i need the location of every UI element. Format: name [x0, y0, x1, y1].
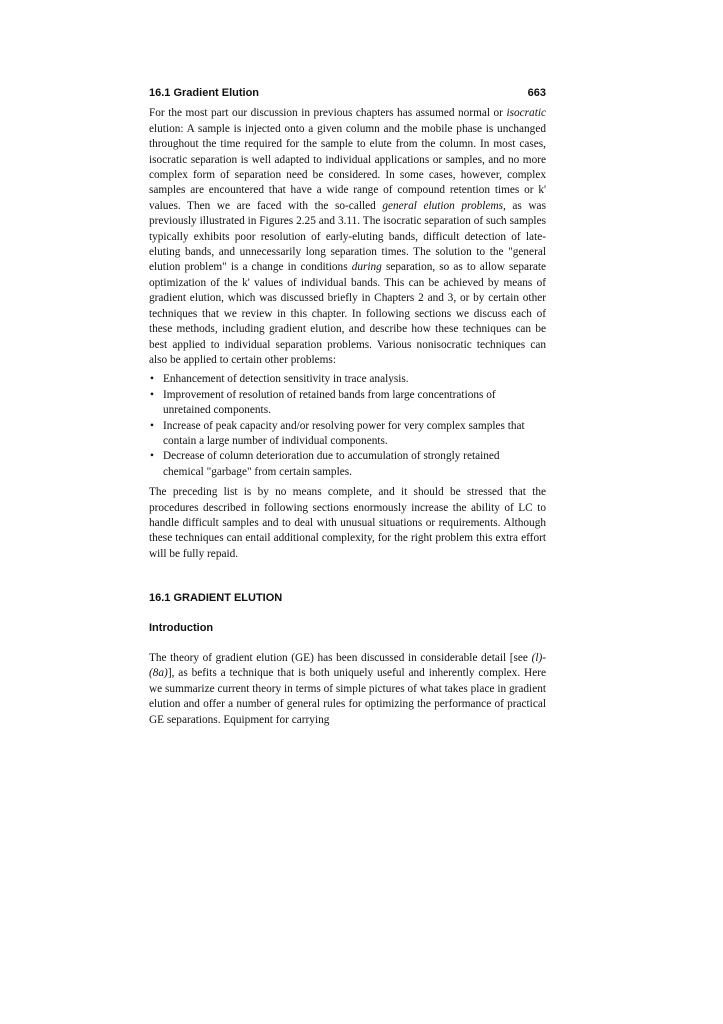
gradient-intro-paragraph [149, 651, 546, 728]
list-item [149, 449, 546, 480]
bullet-icon: • [150, 419, 154, 432]
list-item [149, 388, 546, 419]
book-page [149, 86, 546, 728]
intro-text-2: elution: A sample is injected onto a given column and the mobile phase is unchanged throughout the time required for the sample to elute from the column. In most cases, isocratic separation is well adapted to individual applications or samples, and no more complex form of separation need be considered. In some cases, however, complex samples are encountered that have a wide range of compound retention times or k' values. Then we are faced with the so-called [149, 122, 546, 212]
list-item-text: Improvement of resolution of retained bands from large concentrations of unretained components. [163, 388, 496, 417]
closing-paragraph: The preceding list is by no means complete, and it should be stressed that the procedures described in following sections enormously increase the ability of LC to handle difficult samples and to deal with unusual situations or requirements. Although these techniques can entail additional complexity, for the right problem this extra effort will be fully repaid. [149, 486, 546, 560]
intro-emphasis-isocratic: isocratic [506, 107, 546, 120]
intro-emphasis-during: during [351, 261, 382, 274]
bullet-icon: • [150, 450, 154, 463]
bullet-icon: • [150, 373, 154, 386]
intro-paragraph [149, 106, 546, 368]
list-item [149, 372, 546, 387]
reference-citation: (l)-(8a) [149, 652, 546, 680]
running-head [149, 86, 546, 101]
intro-text-1: For the most part our discussion in previous chapters has assumed normal or [149, 107, 507, 120]
bullet-list [149, 372, 546, 480]
list-item-text: Decrease of column deterioration due to accumulation of strongly retained chemical "garbage" from certain samples. [163, 450, 500, 478]
list-item-text: Enhancement of detection sensitivity in trace analysis. [163, 373, 409, 386]
section-heading: 16.1 GRADIENT ELUTION [149, 592, 283, 605]
intro-text-4: separation, so as to allow separate optimization of the k' values of individual bands. This can be achieved by means of gradient elution, which was discussed briefly in Chapters 2 and 3, or by certain other techniques that we review in this chapter. In following sections we discuss each of these methods, including gradient elution, and describe how these techniques can be best applied to individual separation problems. Various nonisocratic techniques can also be applied to certain other problems: [149, 261, 547, 366]
list-item-text: Increase of peak capacity and/or resolving power for very complex samples that contain a large number of individual components. [163, 419, 525, 447]
running-head-title: 16.1 Gradient Elution [149, 87, 260, 99]
subsection-heading: Introduction [149, 621, 214, 634]
bullet-icon: • [150, 388, 154, 401]
intro-emphasis-general-elution: general elution problems, [382, 199, 506, 212]
gradient-text-1: The theory of gradient elution (GE) has been discussed in considerable detail [see [149, 652, 532, 664]
page-number: 663 [527, 87, 546, 99]
intro-text-3: as was previously illustrated in Figures 2.25 and 3.11. The isocratic separation of such samples typically exhibits poor resolution of early-eluting bands, difficult detection of late-eluting bands, and unnecessarily long separation times. The solution to the "general elution problem" is a change in conditions [149, 199, 546, 274]
list-item [149, 419, 546, 450]
gradient-text-2: ], as befits a technique that is both uniquely useful and inherently complex. Here we summarize current theory in terms of simple pictures of what takes place in gradient elution and offer a number of general rules for optimizing the performance of practical GE separations. Equipment for carrying [149, 667, 546, 726]
